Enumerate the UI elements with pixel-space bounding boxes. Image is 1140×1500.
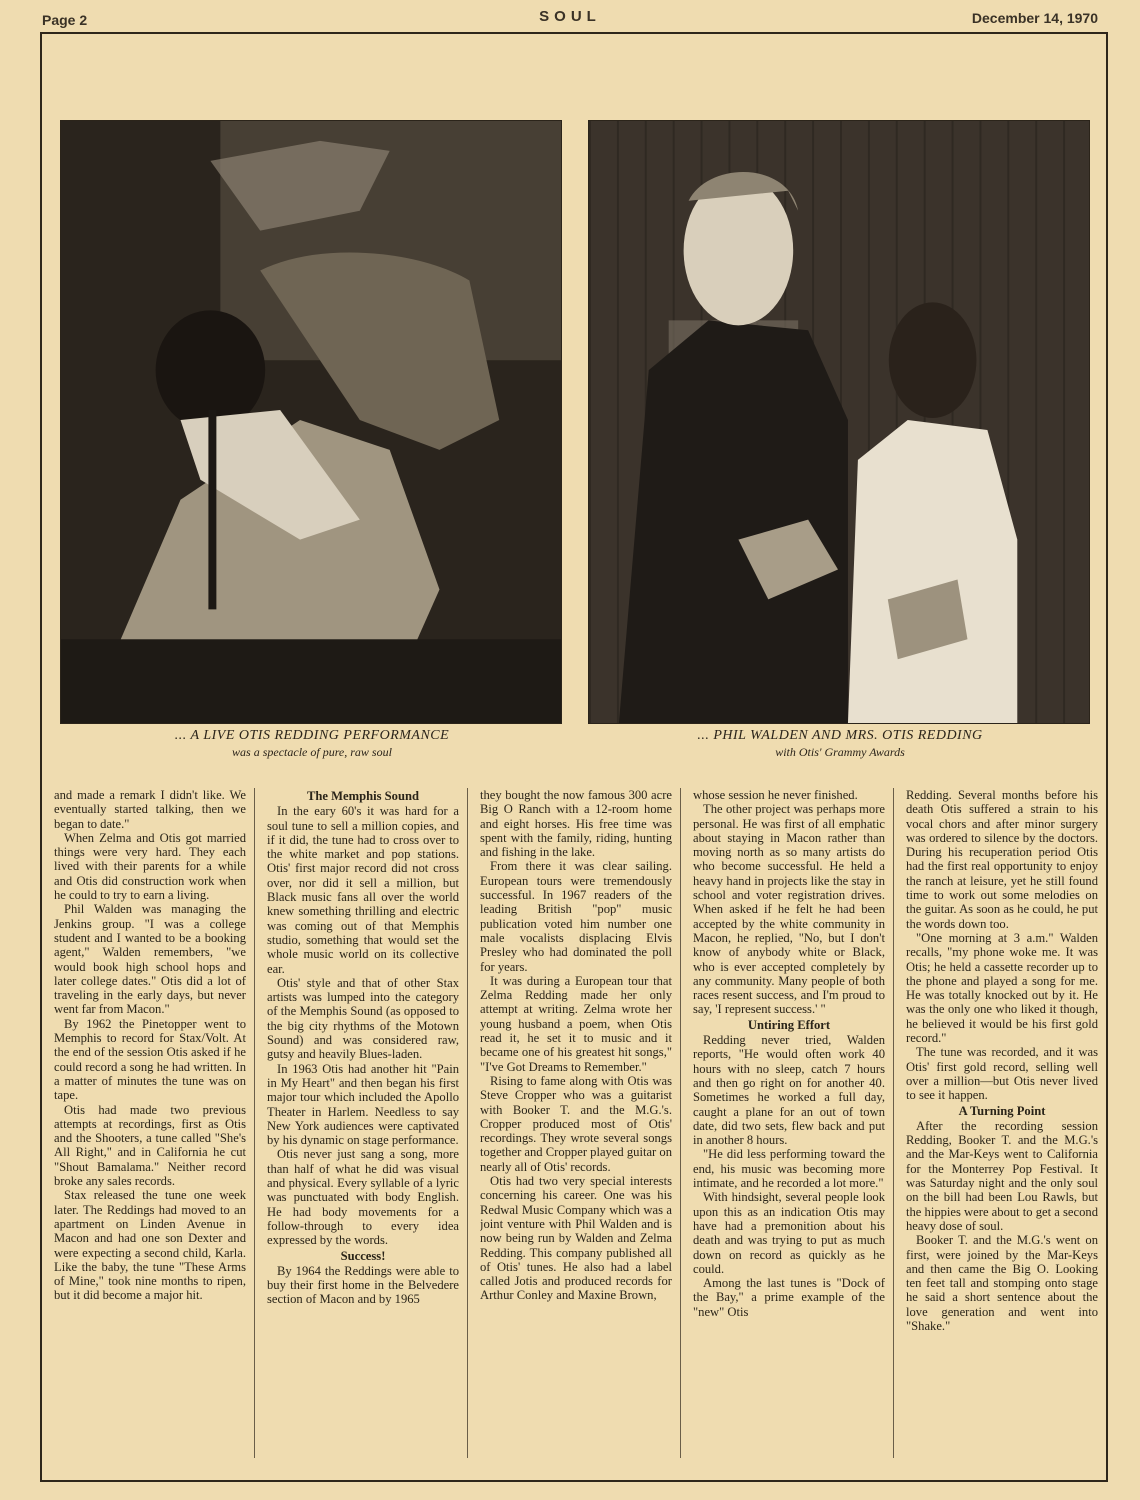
article-paragraph: The tune was recorded, and it was Otis' first gold record, selling well over a million—but Otis never lived to see it happen. xyxy=(906,1045,1098,1103)
article-paragraph: Stax released the tune one week later. The Reddings had moved to an apartment on Linden Avenue in Macon and had one son Dexter and were expecting a second child, Karla. Like the baby, the tune "These Arms of Mine," took nine months to ripen, but it did become a major hit. xyxy=(54,1188,246,1303)
article-paragraph: After the recording session Redding, Booker T. and the M.G.'s and the Mar-Keys went to California for the Monterrey Pop Festival. It was Saturday night and the only soul on the bill had been Lou Rawls, but the hippies were about to get a second heavy dose of soul. xyxy=(906,1118,1098,1233)
article-column-3 xyxy=(480,788,681,1458)
article-column-1 xyxy=(54,788,255,1458)
article-paragraph: Redding never tried, Walden reports, "He would often work 40 hours with no sleep, catch 7 hours and then go right on for another 40. Sometimes he worked a full day, caught a plane for an out of town date, did two sets, flew back and put in another 8 hours. xyxy=(693,1033,885,1148)
article-paragraph: Booker T. and the M.G.'s went on first, were joined by the Mar-Keys and then came the Big O. Looking ten feet tall and stomping onto stage he said a short sentence about the love generation and went into "Shake." xyxy=(906,1233,1098,1333)
caption-title: ... PHIL WALDEN AND MRS. OTIS REDDING xyxy=(697,728,983,743)
section-heading: Untiring Effort xyxy=(747,1017,831,1032)
article-paragraph: By 1964 the Reddings were able to buy their first home in the Belvedere section of Macon and by 1965 xyxy=(267,1263,459,1307)
article-paragraph: "One morning at 3 a.m." Walden recalls, "my phone woke me. It was Otis; he held a cassette recorder up to the phone and played a song for me. He was totally knocked out by it. He was the only one who liked it though, he believed it would be his first gold record." xyxy=(906,930,1098,1046)
article-paragraph: Otis had made two previous attempts at recordings, first as Otis and the Shooters, a tune called "She's All Right," and in California he cut "Shout Bamalama." Neither record broke any sales records. xyxy=(54,1102,246,1189)
article-paragraph: In the eary 60's it was hard for a soul tune to sell a million copies, and if it did, the tune had to cross over to the white market and pop stations. Otis' first major record did not cross over, nor did it sell a million, but Black music fans all over the world knew something thrilling and electric was coming out of that Memphis studio, something that would set the whole music world on its collective ear. xyxy=(267,804,459,976)
article-paragraph: By 1962 the Pinetopper went to Memphis to record for Stax/Volt. At the end of the session Otis asked if he could record a song he had written. In a matter of minutes the tune was on tape. xyxy=(54,1016,246,1103)
article-paragraph: Rising to fame along with Otis was Steve Cropper who was a guitarist with Booker T. and the M.G.'s. Cropper produced most of Otis' recordings. They wrote several songs together and Cropper played guitar on nearly all of Otis' records. xyxy=(480,1073,672,1174)
walden-redding-grammy-photo xyxy=(588,120,1090,724)
article-column-2 xyxy=(267,788,468,1458)
article-paragraph: From there it was clear sailing. European tours were tremendously successful. In 1967 readers of the leading British "pop" music publication voted him number one male vocalists displacing Elvis Presley who had dominated the poll for years. xyxy=(480,859,672,974)
photo-caption-right xyxy=(580,728,1100,760)
caption-subtitle: was a spectacle of pure, raw soul xyxy=(232,745,392,759)
article-column-5 xyxy=(906,788,1098,1458)
article-paragraph: Redding. Several months before his death Otis suffered a strain to his vocal chors and after minor surgery was ordered to silence by the doctors. During his recuperation period Otis had the first real opportunity to enjoy the ranch at leisure, yet he still found time to work out some melodies on the guitar. As soon as he could, he put the words down too. xyxy=(906,788,1098,931)
article-paragraph: Phil Walden was managing the Jenkins group. "I was a college student and I wanted to be a booking agent," Walden remembers, "we would book high school hops and later college dates." Otis did a lot of traveling in the early days, but never went far from Macon." xyxy=(54,902,246,1017)
article-paragraph: "He did less performing toward the end, his music was becoming more intimate, and he recorded a lot more." xyxy=(693,1147,885,1191)
publication-name: SOUL xyxy=(539,8,601,25)
article-paragraph: they bought the now famous 300 acre Big O Ranch with a 12-room home and eight horses. His free time was spent with the family, riding, hunting and fishing in the lake. xyxy=(480,788,672,860)
section-heading: Success! xyxy=(340,1248,386,1263)
caption-subtitle: with Otis' Grammy Awards xyxy=(775,745,905,759)
caption-title: ... A LIVE OTIS REDDING PERFORMANCE xyxy=(174,728,450,743)
article-paragraph: The other project was perhaps more personal. He was first of all emphatic about staying in Macon rather than moving north as so many artists do who become successful. He held a heavy hand in projects like the stay in school and voter registration drives. When asked if he felt he had been accepted by the white community in Macon, he replied, "No, but I don't know of anybody white or Black, who is ever accepted completely by any community. Many people of both races resent success, and I'm proud to say, 'I represent success.' " xyxy=(693,802,885,1017)
article-paragraph: Otis' style and that of other Stax artists was lumped into the category of the Memphis Sound (as opposed to the big city rhythms of the Motown Sound) and was considered raw, gutsy and heavily Blues-laden. xyxy=(267,975,459,1062)
article-paragraph: Among the last tunes is "Dock of the Bay," a prime example of the "new" Otis xyxy=(693,1276,885,1319)
issue-date: December 14, 1970 xyxy=(971,10,1098,26)
section-heading: A Turning Point xyxy=(958,1103,1046,1118)
article-paragraph: It was during a European tour that Zelma Redding made her only attempt at writing. Zelma wrote her young husband a poem, when Otis read it, he set it to music and it became one of his greatest hit songs," "I've Got Dreams to Remember." xyxy=(480,973,672,1074)
article-paragraph: With hindsight, several people look upon this as an indication Otis may have had a premonition about his death and was trying to put as much down on record as quickly as he could. xyxy=(693,1190,885,1276)
page-header xyxy=(0,0,1140,32)
photo-caption-left xyxy=(52,728,572,760)
article-paragraph: In 1963 Otis had another hit "Pain in My Heart" and then began his first major tour which included the Apollo Theater in Harlem. Needless to say New York audiences were captivated by his dynamic on stage performance. xyxy=(267,1061,459,1148)
article-paragraph: whose session he never finished. xyxy=(693,788,858,802)
article-body xyxy=(54,788,1098,1458)
article-paragraph: Otis had two very special interests concerning his career. One was his Redwal Music Company which was a joint venture with Phil Walden and is now being run by Walden and Zelma Redding. This company published all of Otis' tunes. He also had a label called Jotis and produced records for Arthur Conley and Maxine Brown, xyxy=(480,1174,672,1303)
article-paragraph: Otis never just sang a song, more than half of what he did was visual and physical. Every syllable of a lyric was punctuated with body English. He had body movements for a follow-through to every idea expressed by the words. xyxy=(267,1147,459,1248)
article-column-4 xyxy=(693,788,894,1458)
page-number: Page 2 xyxy=(42,12,88,28)
article-paragraph: When Zelma and Otis got married things were very hard. They each lived with their parents for a while and Otis did construction work when he could to try to earn a living. xyxy=(54,830,246,903)
otis-performance-photo xyxy=(60,120,562,724)
article-paragraph: and made a remark I didn't like. We eventually started talking, then we began to date." xyxy=(54,788,246,831)
section-heading: The Memphis Sound xyxy=(307,789,419,803)
